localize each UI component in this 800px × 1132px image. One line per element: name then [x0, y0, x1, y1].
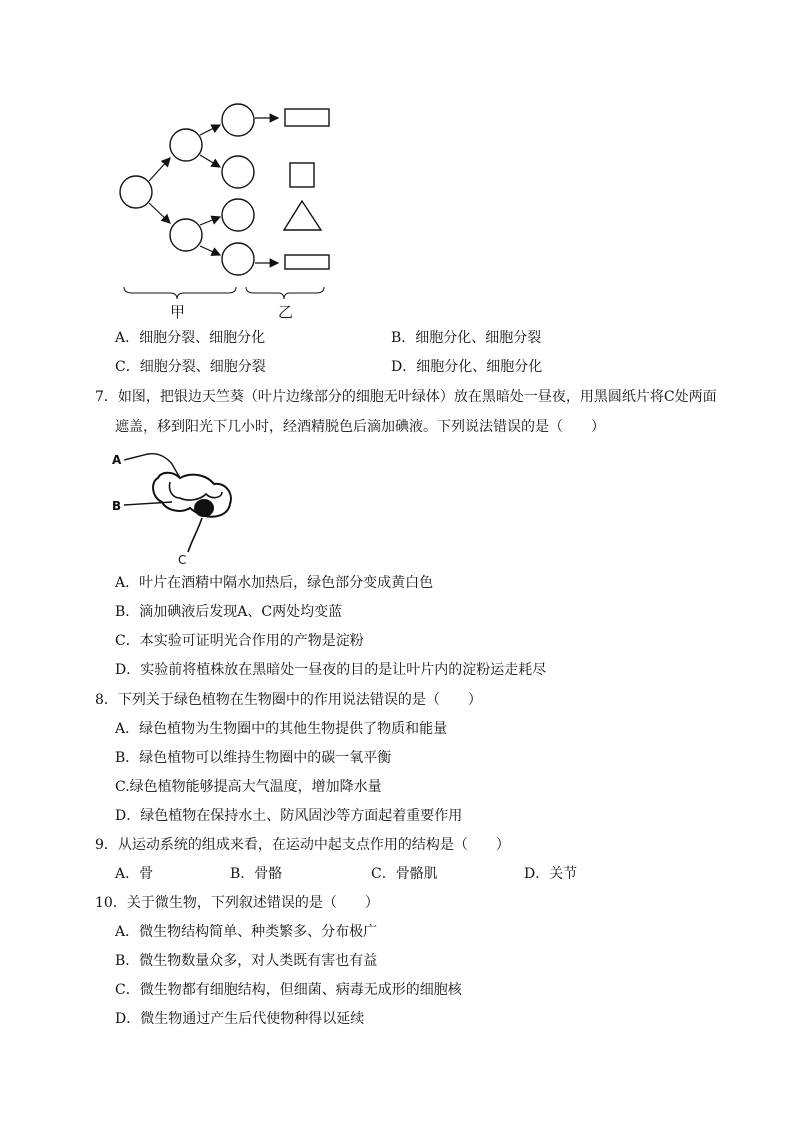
- tissue-triangle: [284, 201, 321, 230]
- q9-stem: 9．从运动系统的组成来看，在运动中起支点作用的结构是（ ）: [95, 837, 510, 853]
- q8-stem: 8．下列关于绿色植物在生物圈中的作用说法错误的是（ ）: [95, 692, 482, 708]
- brace-jia: [124, 287, 236, 299]
- q7-option-c: C．本实验可证明光合作用的产物是淀粉: [115, 633, 364, 649]
- q9-option-b: B．骨骼: [230, 866, 283, 882]
- pointer-a: [124, 454, 180, 478]
- label-c: C: [178, 553, 187, 566]
- q9-option-c: C．骨骼肌: [371, 866, 438, 882]
- q7-stem-line1: 7．如图，把银边天竺葵（叶片边缘部分的细胞无叶绿体）放在黑暗处一昼夜，用黑圆纸片将C处两面: [95, 389, 717, 405]
- q10-option-b: B．微生物数量众多，对人类既有害也有益: [115, 953, 378, 969]
- cell-origin: [120, 176, 152, 208]
- q6-option-b: B．细胞分化、细胞分裂: [391, 330, 542, 346]
- cell-diagram: [110, 95, 340, 325]
- black-paper-c: [194, 499, 214, 517]
- cell-3: [222, 199, 254, 231]
- cell-upper: [170, 129, 202, 161]
- tissue-rect-2: [285, 255, 329, 269]
- q7-option-d: D．实验前将植株放在黑暗处一昼夜的目的是让叶片内的淀粉运走耗尽: [115, 662, 547, 678]
- q7-stem-line2: 遮盖，移到阳光下几小时，经酒精脱色后滴加碘液。下列说法错误的是（ ）: [115, 419, 605, 435]
- cell-lower: [170, 219, 202, 251]
- q9-option-d: D．关节: [524, 866, 578, 882]
- q8-option-a: A．绿色植物为生物圈中的其他生物提供了物质和能量: [115, 721, 448, 737]
- cell-4: [222, 243, 254, 275]
- q9-option-a: A．骨: [115, 866, 154, 882]
- brace-yi: [246, 287, 324, 299]
- q6-option-a: A．细胞分裂、细胞分化: [115, 330, 266, 346]
- label-b: B: [112, 499, 122, 513]
- q6-option-d: D．细胞分化、细胞分化: [391, 359, 543, 375]
- leaf-outline: [153, 473, 231, 517]
- q8-option-c: C.绿色植物能够提高大气温度，增加降水量: [115, 779, 382, 795]
- q6-option-c: C．细胞分裂、细胞分裂: [115, 359, 266, 375]
- q10-stem: 10．关于微生物，下列叙述错误的是（ ）: [95, 895, 379, 911]
- q8-option-b: B．绿色植物可以维持生物圈中的碳一氧平衡: [115, 750, 392, 766]
- tissue-rect-1: [285, 109, 329, 126]
- label-a: A: [112, 453, 122, 467]
- leaf-diagram: [110, 448, 240, 566]
- tissue-square: [290, 163, 314, 187]
- q8-option-d: D．绿色植物在保持水土、防风固沙等方面起着重要作用: [115, 808, 463, 824]
- q10-option-c: C．微生物都有细胞结构，但细菌、病毒无成形的细胞核: [115, 982, 462, 998]
- cell-1: [222, 104, 254, 136]
- q10-option-d: D．微生物通过产生后代使物种得以延续: [115, 1011, 365, 1027]
- cell-2: [222, 156, 254, 188]
- q10-option-a: A．微生物结构简单、种类繁多、分布极广: [115, 924, 378, 940]
- label-jia: 甲: [170, 303, 186, 321]
- q7-option-b: B．滴加碘液后发现A、C两处均变蓝: [115, 604, 343, 620]
- label-yi: 乙: [278, 303, 294, 321]
- leaf-stem: [188, 518, 202, 552]
- q7-option-a: A．叶片在酒精中隔水加热后，绿色部分变成黄白色: [115, 575, 434, 591]
